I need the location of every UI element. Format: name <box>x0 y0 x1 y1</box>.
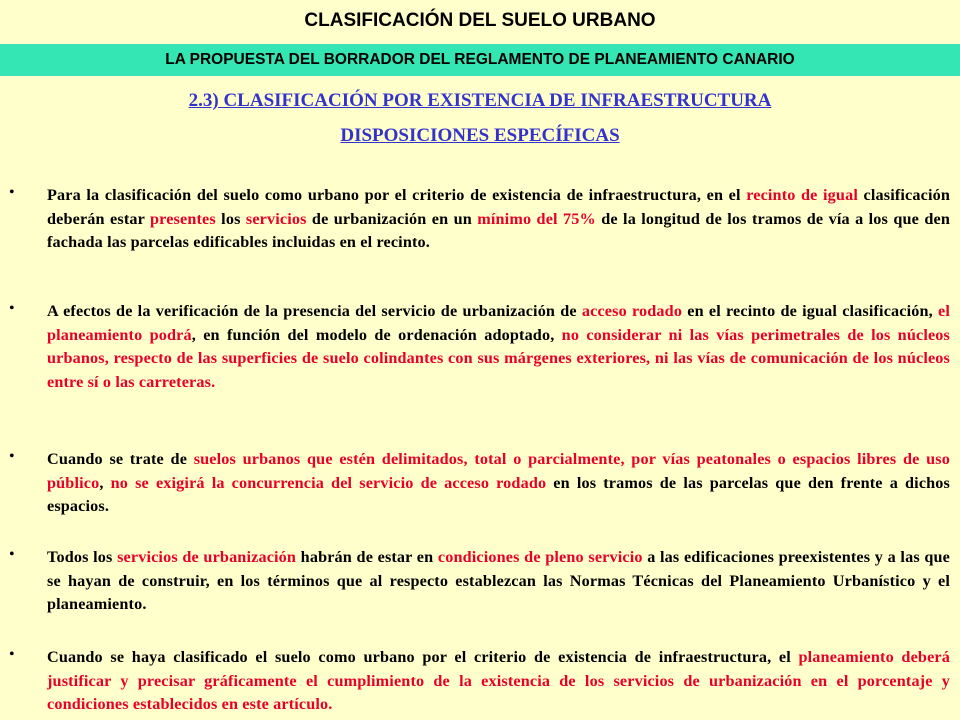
bullet-icon: • <box>9 546 15 563</box>
section-subheading: DISPOSICIONES ESPECÍFICAS <box>340 125 620 146</box>
page-title: CLASIFICACIÓN DEL SUELO URBANO <box>304 10 656 31</box>
highlight: no considerar ni las vías perimetrales de los núcleos urbanos, respecto de las superficies de suelo colindantes con sus márgenes exteriores, ni las vías de comunicación de los núcleos entre sí o las carreteras. <box>47 325 950 391</box>
highlight: planeamiento deberá justificar y precisar gráficamente el cumplimiento de la existencia de los servicios de urbanización en el porcentaje y condiciones establecidos en este artículo. <box>47 648 950 713</box>
text: Para la clasificación del suelo como urbano por el criterio de existencia de infraestructura, en el <box>47 186 747 204</box>
bullet-icon: • <box>9 300 15 317</box>
bullet-icon: • <box>9 184 15 201</box>
bullet-icon: • <box>9 448 15 465</box>
highlight: condiciones de pleno servicio <box>437 548 643 566</box>
bullet-icon: • <box>9 646 15 663</box>
text: clasificación deberán estar <box>47 186 950 228</box>
text: en los tramos de las parcelas que den frente a dichos espacios. <box>47 473 950 515</box>
highlight: servicios <box>245 209 307 228</box>
page-subtitle: LA PROPUESTA DEL BORRADOR DEL REGLAMENTO DE PLANEAMIENTO CANARIO <box>165 51 795 68</box>
text: de urbanización en un <box>306 209 478 228</box>
text: , en función del modelo de ordenación adoptado, <box>191 325 562 344</box>
section-heading: 2.3) CLASIFICACIÓN POR EXISTENCIA DE INFRAESTRUCTURA <box>188 90 772 111</box>
highlight: no se exigirá la concurrencia del servicio de acceso rodado <box>110 473 547 492</box>
text: Cuando se haya clasificado el suelo como urbano por el criterio de existencia de infraestructura, el <box>47 648 799 666</box>
text: A efectos de la verificación de la presencia del servicio de urbanización de <box>47 302 582 320</box>
highlight: suelos urbanos que estén delimitados, total o parcialmente, por vías peatonales o espacios libres de uso público <box>47 450 950 492</box>
highlight: mínimo del 75% <box>477 209 596 228</box>
paragraph-3 <box>47 448 950 519</box>
title-bar <box>0 0 960 44</box>
highlight: recinto de igual <box>746 186 858 204</box>
text: a las edificaciones preexistentes y a las que se hayan de construir, en los términos que al respecto establezcan las Normas Técnicas del Planeamiento Urbanístico y el planeamiento. <box>47 548 950 613</box>
paragraph-5 <box>47 646 950 717</box>
highlight: presentes <box>150 209 216 228</box>
paragraph-4 <box>47 546 950 617</box>
highlight: el planeamiento podrá <box>47 302 951 344</box>
text: , <box>99 473 111 492</box>
text: de la longitud de los tramos de vía a los que den fachada las parcelas edificables incluidas en el recinto. <box>47 209 950 251</box>
highlight: acceso rodado <box>581 302 683 320</box>
paragraph-1 <box>47 184 950 255</box>
text: Cuando se trate de <box>47 450 194 468</box>
subtitle-bar <box>0 44 960 76</box>
text: Todos los <box>47 548 118 566</box>
highlight: servicios de urbanización <box>117 548 297 566</box>
paragraph-2 <box>47 300 950 394</box>
text: en el recinto de igual clasificación, <box>682 302 939 320</box>
text: los <box>215 209 246 228</box>
text: habrán de estar en <box>296 548 438 566</box>
